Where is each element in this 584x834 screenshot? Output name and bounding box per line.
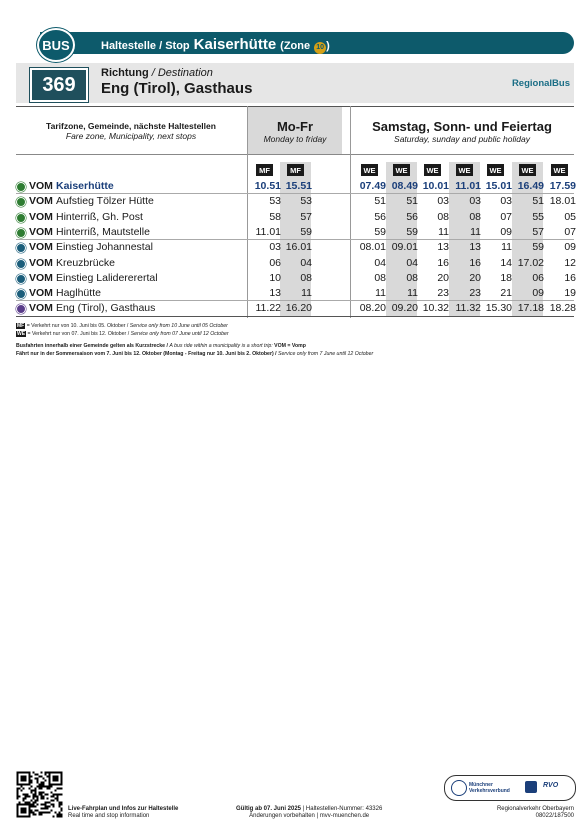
- zone-icon: [16, 228, 26, 238]
- departure-time: 55: [532, 210, 544, 223]
- mofr-subtitle: Monday to friday: [263, 134, 327, 144]
- municipality: VOM: [29, 180, 53, 192]
- company-name: Regionalverkehr Oberbayern: [496, 806, 574, 812]
- stop-name: Einstieg Lalidererertal: [56, 271, 158, 284]
- departure-time: 16: [469, 256, 481, 269]
- direction-label: [101, 67, 213, 79]
- departure-time: 07: [564, 225, 576, 238]
- mf-badge: MF: [287, 164, 304, 176]
- departure-time: 59: [406, 225, 418, 238]
- zone-icon: [16, 259, 26, 269]
- departure-time: 11.01: [455, 180, 481, 192]
- municipality: VOM: [29, 302, 53, 315]
- stop-name: Einstieg Johannestal: [56, 241, 153, 254]
- departure-time: 08: [469, 210, 481, 223]
- destination: Eng (Tirol), Gasthaus: [101, 80, 253, 97]
- departure-time: 13: [437, 241, 449, 254]
- timetable-row: [16, 210, 574, 225]
- departure-time: 08.49: [391, 180, 418, 192]
- departure-time: 06: [532, 271, 544, 284]
- departure-time: 11: [407, 287, 418, 300]
- departure-time: 08: [406, 271, 418, 284]
- zone-icon: [16, 213, 26, 223]
- departure-time: 17.02: [517, 256, 544, 269]
- departure-time: 10.01: [422, 180, 449, 192]
- departure-time: 18: [500, 271, 512, 284]
- route-band: [16, 63, 574, 103]
- mf-text: = Verkehrt nur von 10. Juni bis 05. Oktober /: [26, 323, 129, 329]
- departure-time: 15.30: [485, 302, 512, 315]
- validity: [236, 806, 382, 820]
- departure-time: 13: [269, 287, 281, 300]
- mvv-icon: [451, 780, 467, 796]
- departure-time: 51: [406, 195, 418, 208]
- departure-time: 08.20: [359, 302, 386, 315]
- timetable-row: [16, 271, 574, 286]
- mf-tag: MF: [17, 323, 25, 329]
- municipality: VOM: [29, 256, 53, 269]
- departure-time: 03: [437, 195, 449, 208]
- departure-time: 08: [300, 271, 312, 284]
- departure-time: 05: [564, 210, 576, 223]
- municipality: VOM: [29, 210, 53, 223]
- departure-time: 20: [469, 271, 481, 284]
- we-badge: WE: [519, 164, 536, 176]
- departure-time: 07: [500, 210, 512, 223]
- departure-time: 12: [564, 256, 576, 269]
- footnote-mf: [16, 323, 228, 329]
- departure-time: 19: [564, 287, 576, 300]
- departure-time: 11: [438, 225, 449, 238]
- timetable-row: [16, 225, 574, 240]
- departure-time: 23: [437, 287, 449, 300]
- departure-time: 59: [374, 225, 386, 238]
- departure-time: 08: [374, 271, 386, 284]
- mf-text-en: Service only from 10 June until 05 October: [129, 323, 228, 329]
- company-info: [497, 806, 574, 820]
- departure-time: 04: [374, 256, 386, 269]
- departure-time: 09: [564, 241, 576, 254]
- footnote-shorttrip: [16, 343, 306, 349]
- departure-time: 57: [532, 225, 544, 238]
- we-text: = Verkehrt nur von 07. Juni bis 12. Oktober /: [27, 331, 130, 337]
- bus-small-icon: [525, 781, 537, 793]
- departure-time: 08: [437, 210, 449, 223]
- we-badge: WE: [361, 164, 378, 176]
- qr-code[interactable]: [16, 771, 63, 818]
- timetable-row: [16, 179, 574, 194]
- header-rule: [16, 154, 574, 155]
- departure-time: 11: [501, 241, 512, 254]
- weekend-subtitle: Saturday, sunday and public holiday: [394, 134, 530, 144]
- municipality: VOM: [29, 225, 53, 238]
- municipality: VOM: [29, 287, 53, 300]
- mofr-title: Mo-Fr: [276, 119, 314, 134]
- we-badge: WE: [424, 164, 441, 176]
- stop-name: Kreuzbrücke: [56, 256, 115, 269]
- municipality: VOM: [29, 271, 53, 284]
- note1: Busfahrten innerhalb einer Gemeinde gelten als Kurzstrecke /: [16, 343, 168, 349]
- mf-badge: MF: [256, 164, 273, 176]
- stop-name: Eng (Tirol), Gasthaus: [56, 302, 156, 315]
- line-number: 369: [30, 68, 88, 102]
- zone-icon: [16, 289, 26, 299]
- departure-time: 16.20: [285, 302, 312, 315]
- departure-time: 56: [406, 210, 418, 223]
- weekend-title: Samstag, Sonn- und Feiertag: [372, 119, 552, 134]
- zone-icon: [16, 182, 26, 192]
- mode-label: BUS: [42, 37, 70, 53]
- direction-label-en: / Destination: [151, 67, 213, 79]
- changes-note: Änderungen vorbehalten | mvv-muenchen.de: [249, 813, 370, 819]
- departure-time: 59: [300, 225, 312, 238]
- zone-icon: [16, 274, 26, 284]
- municipality: VOM: [29, 241, 53, 254]
- departure-time: 15.01: [485, 180, 512, 192]
- departure-time: 09: [500, 225, 512, 238]
- departure-time: 58: [269, 210, 281, 223]
- mofr-header: [248, 107, 342, 154]
- departure-time: 04: [406, 256, 418, 269]
- we-badge: WE: [393, 164, 410, 176]
- weekend-header: [350, 107, 574, 154]
- departure-time: 17.18: [517, 302, 544, 315]
- departure-time: 18.28: [549, 302, 576, 315]
- note2: Fährt nur in der Sommersaison vom 7. Juni bis 12. Oktober (Montag - Freitag nur 10. Juni bis 2. Oktober) /: [16, 351, 277, 357]
- mvv-logo: [444, 775, 576, 801]
- departure-time: 21: [500, 287, 512, 300]
- departure-time: 53: [269, 195, 281, 208]
- stop-header: [101, 36, 330, 54]
- departure-time: 20: [437, 271, 449, 284]
- departure-time: 09.01: [391, 241, 418, 254]
- we-badge: WE: [487, 164, 504, 176]
- stop-name: Kaiserhütte: [56, 180, 114, 192]
- bus-icon: [37, 28, 75, 62]
- company-code: 08022/187500: [535, 813, 574, 819]
- table-top-rule: [16, 106, 574, 107]
- direction-label-de: Richtung: [101, 67, 149, 79]
- departure-time: 11.32: [455, 302, 481, 315]
- live-info-de: Live-Fahrplan und Infos zur Haltestelle: [68, 806, 179, 812]
- we-badge: WE: [456, 164, 473, 176]
- departure-time: 59: [532, 241, 544, 254]
- live-info-en: Real time and stop information: [68, 813, 150, 819]
- stop-name: Hinterriß, Mautstelle: [56, 225, 150, 238]
- departure-time: 56: [374, 210, 386, 223]
- live-info: [68, 806, 178, 820]
- stops-header-en: Fare zone, Municipality, next stops: [65, 131, 197, 141]
- stops-column-header: [16, 121, 246, 141]
- stop-name: Kaiserhütte: [193, 36, 277, 53]
- departure-time: 53: [300, 195, 312, 208]
- timetable-row: [16, 256, 574, 271]
- departure-time: 57: [300, 210, 312, 223]
- departure-time: 03: [269, 241, 281, 254]
- stop-name: Aufstieg Tölzer Hütte: [56, 195, 154, 208]
- note1-en: A bus ride within a municipality is a short trip:: [169, 343, 273, 349]
- departure-time: 51: [532, 195, 544, 208]
- departure-time: 11.01: [255, 225, 281, 238]
- departure-time: 16.01: [285, 241, 312, 254]
- note1-vom: VOM = Vomp: [274, 343, 306, 349]
- departure-time: 11: [470, 225, 481, 238]
- timetable-row: [16, 286, 574, 301]
- departure-time: 10.32: [422, 302, 449, 315]
- departure-time: 06: [269, 256, 281, 269]
- zone-icon: [16, 197, 26, 207]
- stop-number: | Haltestellen-Nummer: 43326: [302, 806, 383, 812]
- zone-icon: [16, 304, 26, 314]
- departure-time: 13: [469, 241, 481, 254]
- departure-time: 11.22: [255, 302, 281, 315]
- departure-time: 16.49: [517, 180, 544, 192]
- stops-header-de: Tarifzone, Gemeinde, nächste Haltestellen: [46, 121, 216, 131]
- departure-time: 14: [500, 256, 512, 269]
- departure-time: 11: [375, 287, 386, 300]
- departure-time: 23: [469, 287, 481, 300]
- note2-en: Service only from 7 June until 12 October: [278, 351, 374, 357]
- we-text-en: Service only from 07 June until 12 October: [130, 331, 229, 337]
- timetable-row: [16, 240, 574, 255]
- row-separator: [16, 316, 574, 317]
- departure-time: 10: [269, 271, 281, 284]
- zone-close: ): [326, 40, 330, 52]
- departure-time: 16: [564, 271, 576, 284]
- we-badge: WE: [551, 164, 568, 176]
- departure-time: 03: [500, 195, 512, 208]
- timetable-row: [16, 301, 574, 316]
- stop-name: Hinterriß, Gh. Post: [56, 210, 143, 223]
- departure-time: 04: [300, 256, 312, 269]
- stop-name: Haglhütte: [56, 287, 101, 300]
- municipality: VOM: [29, 195, 53, 208]
- footnote-we: [16, 331, 229, 337]
- zone-icon: [16, 243, 26, 253]
- mvv-name: Münchner Verkehrsverbund: [469, 782, 510, 794]
- stop-prefix: Haltestelle / Stop: [101, 40, 190, 52]
- valid-label: Gültig ab 07. Juni 2025: [236, 806, 302, 812]
- departure-time: 11: [301, 287, 312, 300]
- operator-type: RegionalBus: [511, 78, 570, 89]
- rvo-logo: RVO: [543, 782, 559, 789]
- departure-time: 51: [374, 195, 386, 208]
- departure-time: 09.20: [391, 302, 418, 315]
- departure-time: 08.01: [359, 241, 386, 254]
- departure-time: 03: [469, 195, 481, 208]
- departure-time: 10.51: [254, 180, 281, 192]
- footnote-season: [16, 351, 373, 357]
- departure-time: 18.01: [549, 195, 576, 208]
- we-tag: WE: [17, 331, 26, 337]
- zone-open: (Zone: [280, 40, 311, 52]
- timetable-row: [16, 194, 574, 209]
- departure-time: 17.59: [549, 180, 576, 192]
- zone-icon: 10: [314, 42, 326, 54]
- departure-time: 09: [532, 287, 544, 300]
- departure-time: 16: [437, 256, 449, 269]
- departure-time: 07.49: [359, 180, 386, 192]
- departure-time: 15.51: [285, 180, 312, 192]
